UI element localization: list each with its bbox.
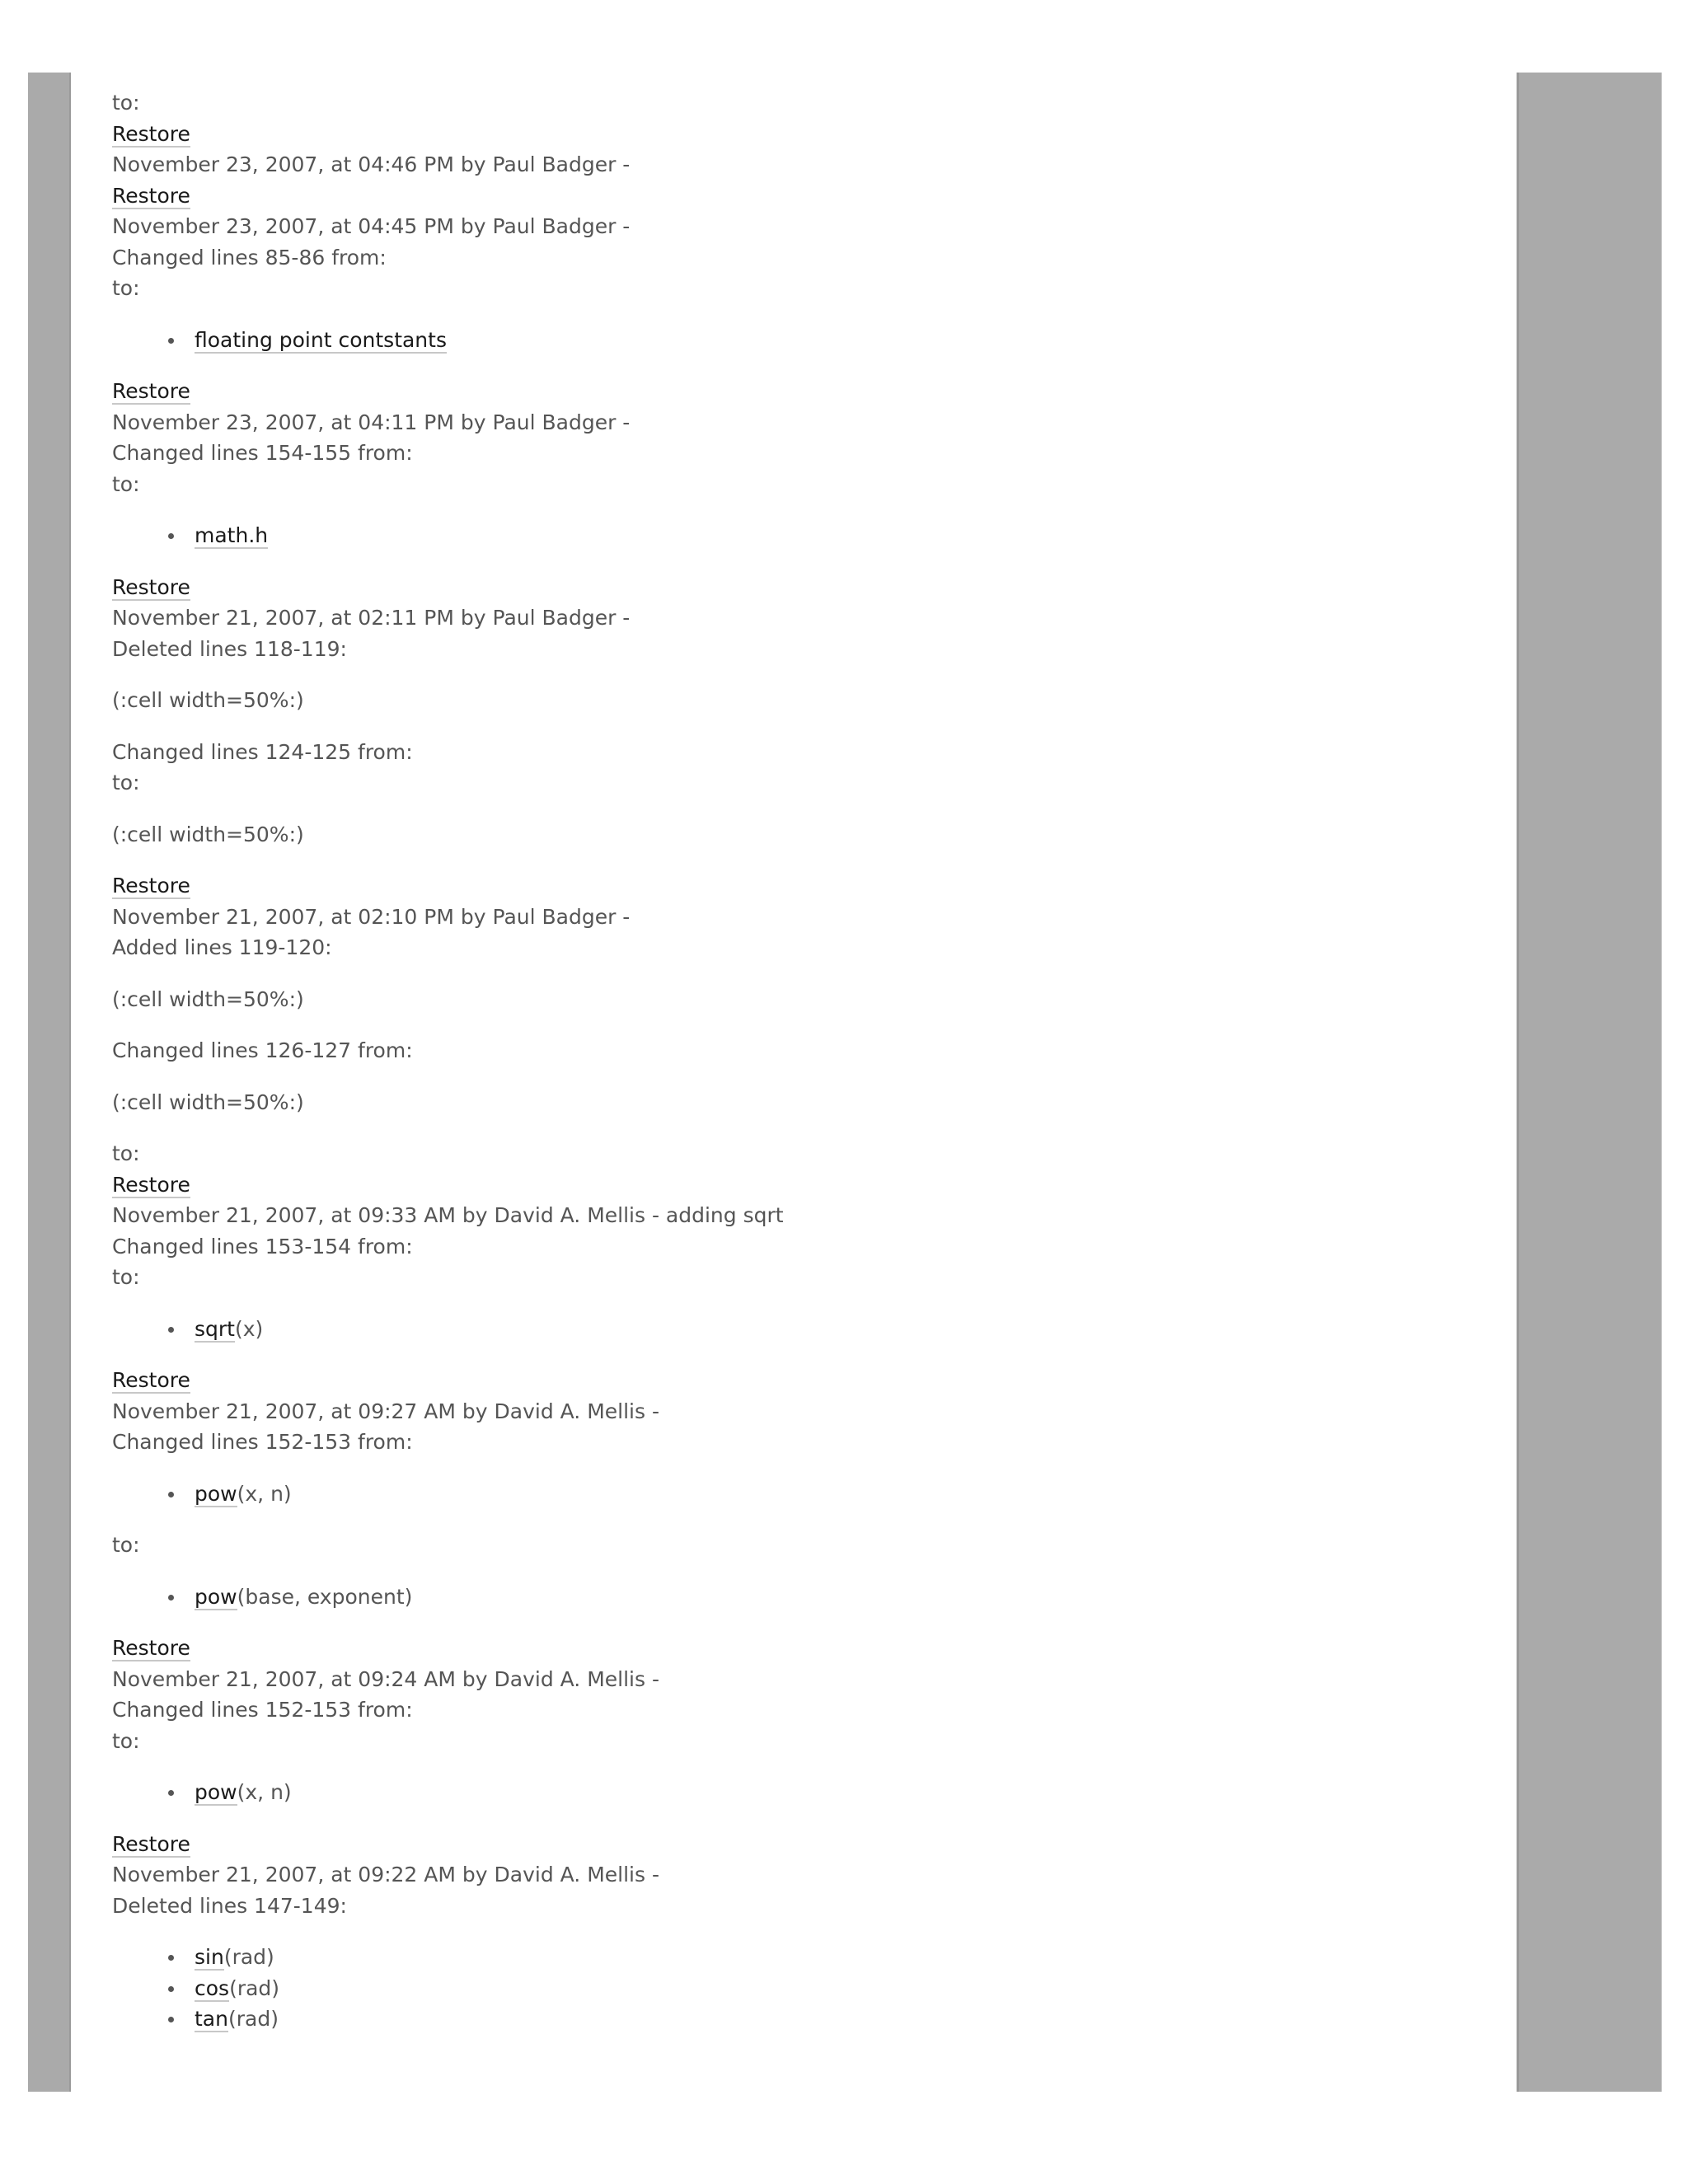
left-margin-bar	[28, 73, 71, 2092]
item-link[interactable]: pow	[195, 1584, 237, 1609]
item-args: (rad)	[229, 1975, 280, 2000]
revision-meta: November 21, 2007, at 09:33 AM by David A. Mellis - adding sqrt	[112, 1203, 784, 1227]
diff-cell-directive: (:cell width=50%:)	[112, 688, 304, 712]
restore-link[interactable]: Restore	[112, 1172, 190, 1197]
diff-item-list	[112, 1777, 1497, 1808]
list-item	[112, 1777, 1497, 1808]
right-margin-bar	[1517, 73, 1662, 2092]
revision-meta: November 23, 2007, at 04:46 PM by Paul Badger -	[112, 152, 631, 176]
item-args: (rad)	[227, 2007, 279, 2031]
restore-link[interactable]: Restore	[112, 874, 190, 898]
revision-restore-row	[112, 180, 1497, 212]
bullet-icon	[168, 1986, 174, 1992]
item-link[interactable]: pow	[195, 1481, 237, 1506]
revision-restore-row	[112, 1365, 1497, 1396]
diff-item-list	[112, 520, 1497, 551]
bullet-icon	[168, 1327, 174, 1333]
revision-meta: November 23, 2007, at 04:11 PM by Paul Badger -	[112, 410, 631, 434]
restore-link[interactable]: Restore	[112, 1831, 190, 1856]
item-link[interactable]: floating point contstants	[195, 327, 447, 352]
item-args: (base, exponent)	[237, 1584, 413, 1609]
item-link[interactable]: math.h	[195, 523, 269, 547]
diff-to-label: to:	[112, 91, 140, 115]
page-history-content	[112, 87, 1497, 2035]
diff-changed-label: Changed lines 126-127 from:	[112, 1038, 413, 1062]
right-margin-bar-edge	[1517, 73, 1519, 2092]
revision-meta: November 21, 2007, at 09:22 AM by David A. Mellis -	[112, 1863, 659, 1886]
restore-link[interactable]: Restore	[112, 1368, 190, 1392]
left-margin-bar-edge	[69, 73, 71, 2092]
revision-restore-row	[112, 1169, 1497, 1201]
list-item	[112, 1942, 1497, 1973]
diff-deleted-label: Deleted lines 118-119:	[112, 636, 347, 661]
bullet-icon	[168, 1595, 174, 1601]
item-args: (x)	[234, 1316, 264, 1341]
item-link[interactable]: tan	[195, 2007, 228, 2031]
list-item	[112, 1479, 1497, 1510]
diff-to-label: to:	[112, 1533, 140, 1557]
restore-link[interactable]: Restore	[112, 1636, 190, 1660]
diff-to-label: to:	[112, 771, 140, 794]
diff-deleted-label: Deleted lines 147-149:	[112, 1893, 347, 1918]
diff-changed-label: Changed lines 124-125 from:	[112, 739, 413, 764]
list-item	[112, 1973, 1497, 2004]
restore-link[interactable]: Restore	[112, 379, 190, 403]
bullet-icon	[168, 533, 174, 539]
item-link[interactable]: pow	[195, 1780, 237, 1804]
diff-item-list	[112, 1942, 1497, 2035]
diff-changed-label: Changed lines 154-155 from:	[112, 441, 413, 465]
diff-item-list	[112, 1479, 1497, 1510]
list-item	[112, 1314, 1497, 1345]
item-link[interactable]: sin	[195, 1945, 224, 1969]
revision-restore-row	[112, 1633, 1497, 1664]
diff-changed-label: Changed lines 85-86 from:	[112, 245, 387, 269]
revision-meta: November 21, 2007, at 09:24 AM by David A. Mellis -	[112, 1666, 659, 1691]
revision-restore-row	[112, 572, 1497, 603]
diff-to-label: to:	[112, 471, 140, 496]
diff-to-label: to:	[112, 1265, 140, 1289]
revision-restore-row	[112, 870, 1497, 902]
item-args: (rad)	[223, 1945, 274, 1969]
revision-restore-row	[112, 119, 1497, 150]
diff-item-list	[112, 1314, 1497, 1345]
diff-to-label: to:	[112, 1728, 140, 1753]
revision-meta: November 21, 2007, at 09:27 AM by David A. Mellis -	[112, 1399, 659, 1423]
diff-added-label: Added lines 119-120:	[112, 935, 332, 959]
restore-link[interactable]: Restore	[112, 574, 190, 599]
bullet-icon	[168, 1790, 174, 1796]
revision-meta: November 21, 2007, at 02:11 PM by Paul Badger -	[112, 606, 631, 630]
revision-restore-row	[112, 1829, 1497, 1860]
diff-item-list	[112, 325, 1497, 356]
list-item	[112, 2004, 1497, 2035]
diff-item-list	[112, 1582, 1497, 1613]
list-item	[112, 325, 1497, 356]
item-args: (x, n)	[237, 1780, 292, 1804]
revision-meta: November 23, 2007, at 04:45 PM by Paul Badger -	[112, 214, 631, 238]
diff-cell-directive: (:cell width=50%:)	[112, 1090, 304, 1114]
item-args: (x, n)	[237, 1481, 292, 1506]
diff-changed-label: Changed lines 152-153 from:	[112, 1430, 413, 1454]
diff-changed-label: Changed lines 152-153 from:	[112, 1698, 413, 1722]
list-item	[112, 1582, 1497, 1613]
diff-changed-label: Changed lines 153-154 from:	[112, 1234, 413, 1258]
item-link[interactable]: sqrt	[195, 1316, 235, 1341]
bullet-icon	[168, 1492, 174, 1497]
diff-to-label: to:	[112, 1141, 140, 1165]
bullet-icon	[168, 2017, 174, 2022]
item-link[interactable]: cos	[195, 1975, 230, 2000]
restore-link[interactable]: Restore	[112, 121, 190, 146]
bullet-icon	[168, 338, 174, 344]
diff-cell-directive: (:cell width=50%:)	[112, 822, 304, 846]
list-item	[112, 520, 1497, 551]
restore-link[interactable]: Restore	[112, 183, 190, 208]
diff-to-label: to:	[112, 276, 140, 300]
diff-cell-directive: (:cell width=50%:)	[112, 987, 304, 1011]
revision-restore-row	[112, 376, 1497, 407]
revision-meta: November 21, 2007, at 02:10 PM by Paul Badger -	[112, 904, 631, 929]
bullet-icon	[168, 1955, 174, 1961]
